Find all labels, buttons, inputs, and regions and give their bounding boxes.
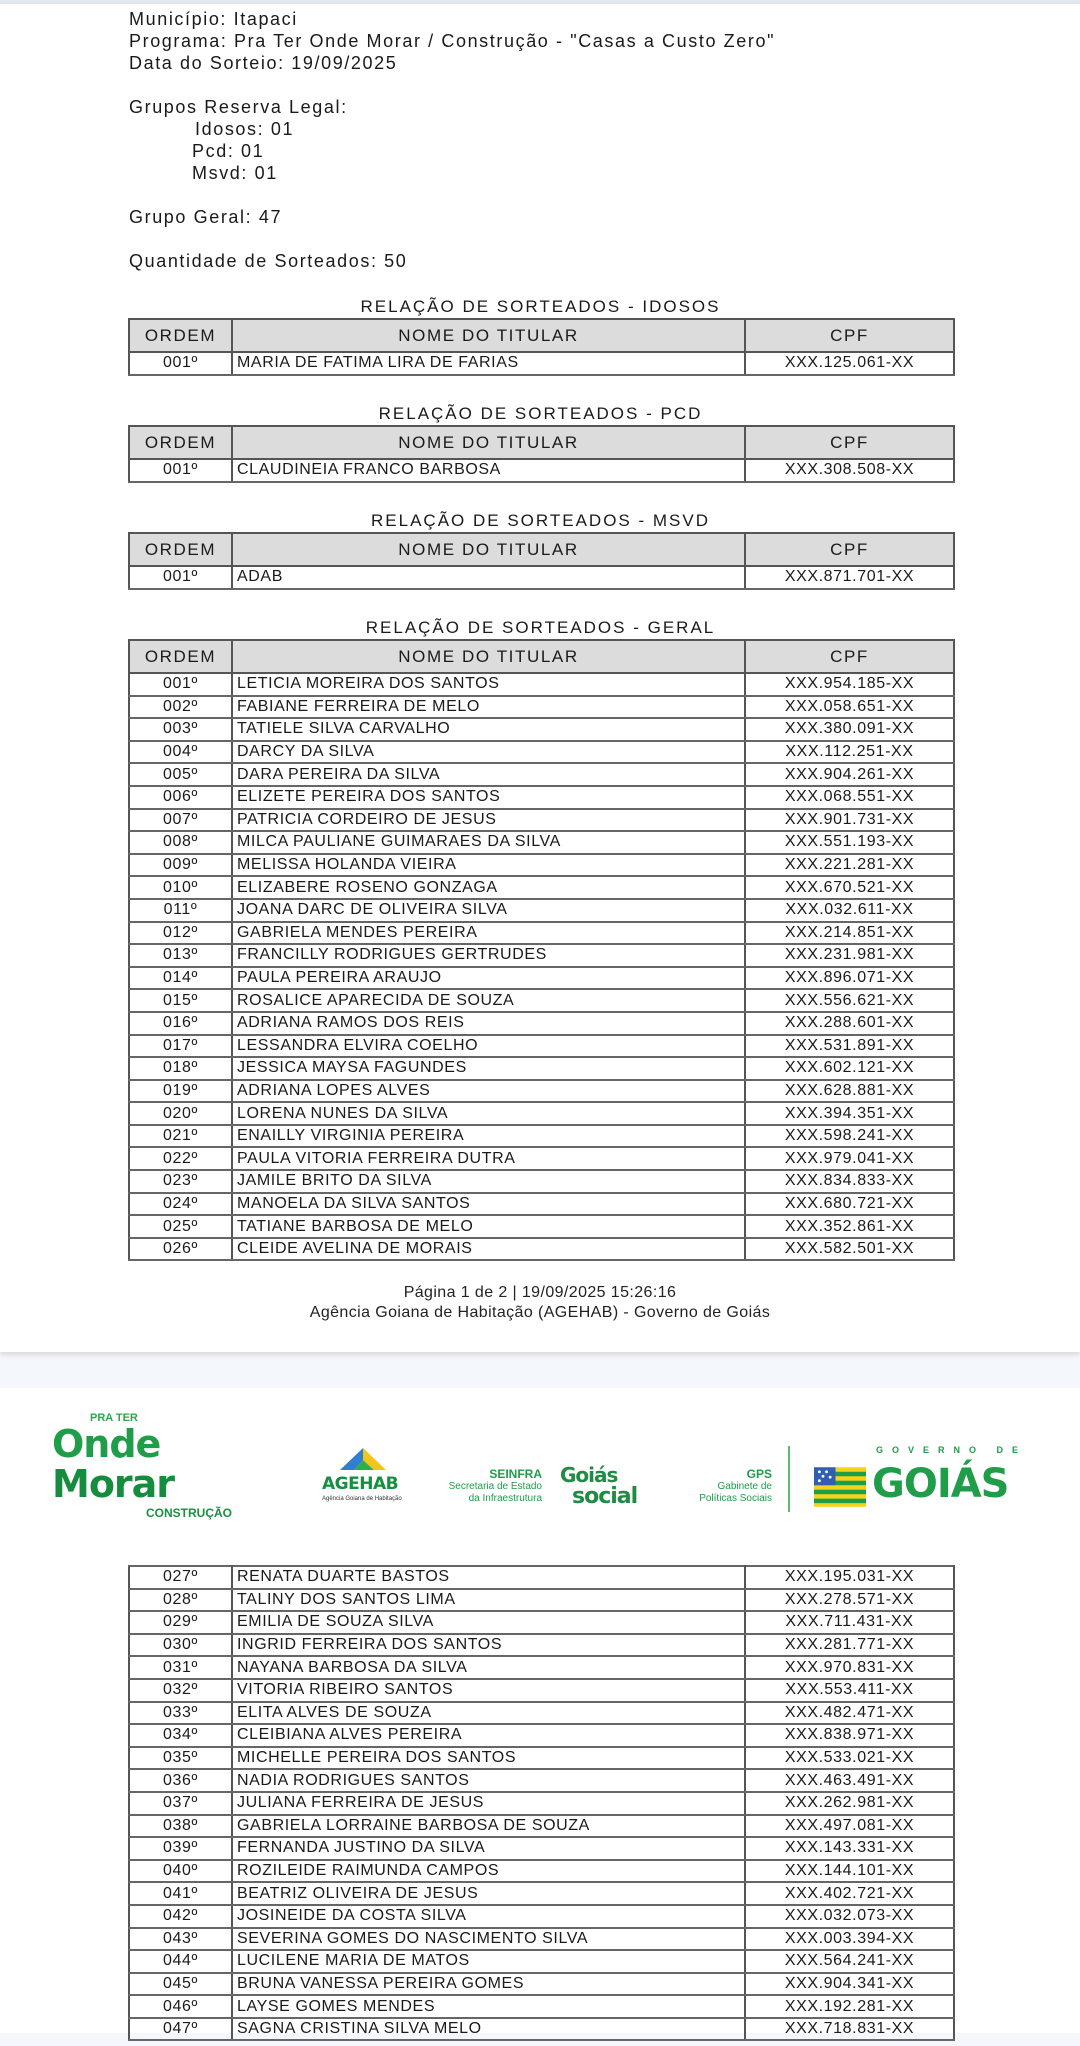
name-cell: FERNANDA JUSTINO DA SILVA xyxy=(232,1837,745,1860)
cpf-cell: XXX.003.394-XX xyxy=(745,1928,954,1951)
cpf-cell: XXX.838.971-XX xyxy=(745,1724,954,1747)
ordem-cell: 044º xyxy=(129,1950,232,1973)
pcd-count: Pcd: 01 xyxy=(192,141,265,161)
name-cell: MANOELA DA SILVA SANTOS xyxy=(232,1193,745,1216)
name-cell: VITORIA RIBEIRO SANTOS xyxy=(232,1679,745,1702)
name-cell: JOANA DARC DE OLIVEIRA SILVA xyxy=(232,899,745,922)
ordem-cell: 046º xyxy=(129,1995,232,2018)
name-cell: NAYANA BARBOSA DA SILVA xyxy=(232,1656,745,1679)
name-cell: JOSINEIDE DA COSTA SILVA xyxy=(232,1905,745,1928)
table-row xyxy=(129,809,954,832)
table-row xyxy=(129,1147,954,1170)
col-nome: NOME DO TITULAR xyxy=(232,426,745,459)
cpf-cell: XXX.533.021-XX xyxy=(745,1747,954,1770)
gps-line1: Gabinete de xyxy=(717,1481,772,1492)
table-row xyxy=(129,1193,954,1216)
table-row xyxy=(129,1769,954,1792)
table-row xyxy=(129,1702,954,1725)
col-cpf: CPF xyxy=(745,319,954,352)
ordem-cell: 037º xyxy=(129,1792,232,1815)
cpf-cell: XXX.231.981-XX xyxy=(745,944,954,967)
data-sorteio: Data do Sorteio: 19/09/2025 xyxy=(129,53,398,73)
cpf-cell: XXX.582.501-XX xyxy=(745,1238,954,1261)
agehab-logo xyxy=(322,1448,414,1514)
gps-line2: Políticas Sociais xyxy=(699,1493,772,1504)
cpf-cell: XXX.221.281-XX xyxy=(745,854,954,877)
idosos-count: Idosos: 01 xyxy=(195,119,295,139)
name-cell: ROZILEIDE RAIMUNDA CAMPOS xyxy=(232,1860,745,1883)
cpf-cell: XXX.564.241-XX xyxy=(745,1950,954,1973)
name-cell: LETICIA MOREIRA DOS SANTOS xyxy=(232,673,745,696)
name-cell: CLAUDINEIA FRANCO BARBOSA xyxy=(232,459,745,482)
section-title-pcd: RELAÇÃO DE SORTEADOS - PCD xyxy=(378,404,703,423)
col-nome: NOME DO TITULAR xyxy=(232,533,745,566)
ordem-cell: 015º xyxy=(129,989,232,1012)
section-title-geral: RELAÇÃO DE SORTEADOS - GERAL xyxy=(365,618,716,637)
ordem-cell: 027º xyxy=(129,1566,232,1589)
goias-social-1: Goiás xyxy=(560,1463,618,1487)
cpf-cell: XXX.068.551-XX xyxy=(745,786,954,809)
cpf-cell: XXX.670.521-XX xyxy=(745,876,954,899)
col-cpf: CPF xyxy=(745,533,954,566)
col-ordem: ORDEM xyxy=(129,533,232,566)
grupo-geral: Grupo Geral: 47 xyxy=(129,207,283,227)
ordem-cell: 038º xyxy=(129,1815,232,1838)
name-cell: JAMILE BRITO DA SILVA xyxy=(232,1170,745,1193)
cpf-cell: XXX.711.431-XX xyxy=(745,1611,954,1634)
table-row xyxy=(129,854,954,877)
quantidade-sorteados: Quantidade de Sorteados: 50 xyxy=(129,251,408,271)
draw-info xyxy=(129,8,1029,272)
table-row xyxy=(129,1995,954,2018)
ordem-cell: 029º xyxy=(129,1611,232,1634)
table-row xyxy=(129,718,954,741)
cpf-cell: XXX.871.701-XX xyxy=(745,566,954,589)
name-cell: CLEIDE AVELINA DE MORAIS xyxy=(232,1238,745,1261)
table-row xyxy=(129,763,954,786)
ordem-cell: 023º xyxy=(129,1170,232,1193)
cpf-cell: XXX.394.351-XX xyxy=(745,1102,954,1125)
cpf-cell: XXX.380.091-XX xyxy=(745,718,954,741)
name-cell: ADAB xyxy=(232,566,745,589)
ordem-cell: 007º xyxy=(129,809,232,832)
name-cell: LAYSE GOMES MENDES xyxy=(232,1995,745,2018)
table-row xyxy=(129,1837,954,1860)
name-cell: BEATRIZ OLIVEIRA DE JESUS xyxy=(232,1882,745,1905)
seinfra-line1: Secretaria de Estado xyxy=(448,1481,542,1492)
table-row xyxy=(129,673,954,696)
cpf-cell: XXX.192.281-XX xyxy=(745,1995,954,2018)
table-row xyxy=(129,1102,954,1125)
name-cell: PATRICIA CORDEIRO DE JESUS xyxy=(232,809,745,832)
ordem-cell: 003º xyxy=(129,718,232,741)
ordem-cell: 030º xyxy=(129,1634,232,1657)
ordem-cell: 014º xyxy=(129,967,232,990)
cpf-cell: XXX.352.861-XX xyxy=(745,1215,954,1238)
ordem-cell: 041º xyxy=(129,1882,232,1905)
name-cell: JULIANA FERREIRA DE JESUS xyxy=(232,1792,745,1815)
ordem-cell: 016º xyxy=(129,1012,232,1035)
seinfra-line2: da Infraestrutura xyxy=(468,1493,542,1504)
table-row xyxy=(129,1170,954,1193)
cpf-cell: XXX.970.831-XX xyxy=(745,1656,954,1679)
ordem-cell: 040º xyxy=(129,1860,232,1883)
table-row xyxy=(129,1905,954,1928)
name-cell: ELIZETE PEREIRA DOS SANTOS xyxy=(232,786,745,809)
cpf-cell: XXX.834.833-XX xyxy=(745,1170,954,1193)
grupos-reserva-label: Grupos Reserva Legal: xyxy=(129,97,348,117)
table-row xyxy=(129,1238,954,1261)
cpf-cell: XXX.904.261-XX xyxy=(745,763,954,786)
name-cell: SAGNA CRISTINA SILVA MELO xyxy=(232,2018,745,2041)
cpf-cell: XXX.979.041-XX xyxy=(745,1147,954,1170)
name-cell: PAULA PEREIRA ARAUJO xyxy=(232,967,745,990)
table-row xyxy=(129,1928,954,1951)
agehab-sub: Agência Goiana de Habitação xyxy=(322,1496,402,1502)
table-row xyxy=(129,1611,954,1634)
name-cell: TALINY DOS SANTOS LIMA xyxy=(232,1589,745,1612)
table-row xyxy=(129,459,954,482)
page-footer xyxy=(0,1283,1080,1323)
table-row xyxy=(129,696,954,719)
agency-name: Agência Goiana de Habitação (AGEHAB) - Governo de Goiás xyxy=(309,1304,771,1321)
name-cell: ELIZABERE ROSENO GONZAGA xyxy=(232,876,745,899)
cpf-cell: XXX.214.851-XX xyxy=(745,922,954,945)
ordem-cell: 020º xyxy=(129,1102,232,1125)
ordem-cell: 006º xyxy=(129,786,232,809)
ptom-morar: Morar xyxy=(52,1462,175,1506)
table-row xyxy=(129,1792,954,1815)
table-row xyxy=(129,1566,954,1589)
logo-divider xyxy=(788,1446,790,1512)
gps-name: GPS xyxy=(746,1467,772,1481)
table-row xyxy=(129,1724,954,1747)
name-cell: CLEIBIANA ALVES PEREIRA xyxy=(232,1724,745,1747)
ordem-cell: 034º xyxy=(129,1724,232,1747)
col-ordem: ORDEM xyxy=(129,319,232,352)
goias-social-logo xyxy=(560,1464,660,1508)
ordem-cell: 017º xyxy=(129,1035,232,1058)
ordem-cell: 001º xyxy=(129,459,232,482)
gps-logo xyxy=(672,1468,772,1505)
table-geral xyxy=(128,639,955,1261)
col-ordem: ORDEM xyxy=(129,640,232,673)
agehab-name: AGEHAB xyxy=(322,1474,399,1494)
document-page-2 xyxy=(0,1388,1080,2038)
ordem-cell: 026º xyxy=(129,1238,232,1261)
cpf-cell: XXX.497.081-XX xyxy=(745,1815,954,1838)
ordem-cell: 024º xyxy=(129,1193,232,1216)
cpf-cell: XXX.901.731-XX xyxy=(745,809,954,832)
table-row xyxy=(129,989,954,1012)
table-row xyxy=(129,1679,954,1702)
table-row xyxy=(129,1080,954,1103)
col-nome: NOME DO TITULAR xyxy=(232,640,745,673)
ordem-cell: 042º xyxy=(129,1905,232,1928)
seinfra-name: SEINFRA xyxy=(489,1467,542,1481)
name-cell: LORENA NUNES DA SILVA xyxy=(232,1102,745,1125)
ordem-cell: 032º xyxy=(129,1679,232,1702)
table-row xyxy=(129,1012,954,1035)
ordem-cell: 011º xyxy=(129,899,232,922)
ordem-cell: 025º xyxy=(129,1215,232,1238)
col-nome: NOME DO TITULAR xyxy=(232,319,745,352)
name-cell: GABRIELA LORRAINE BARBOSA DE SOUZA xyxy=(232,1815,745,1838)
ptom-construcao: CONSTRUÇÃO xyxy=(146,1506,232,1520)
table-row xyxy=(129,2018,954,2041)
cpf-cell: XXX.288.601-XX xyxy=(745,1012,954,1035)
ptom-pra-ter: PRA TER xyxy=(90,1412,138,1424)
name-cell: TATIANE BARBOSA DE MELO xyxy=(232,1215,745,1238)
table-row xyxy=(129,944,954,967)
ordem-cell: 001º xyxy=(129,566,232,589)
table-row xyxy=(129,1882,954,1905)
table-row xyxy=(129,1035,954,1058)
table-row xyxy=(129,1747,954,1770)
cpf-cell: XXX.680.721-XX xyxy=(745,1193,954,1216)
table-row xyxy=(129,1057,954,1080)
table-idosos xyxy=(128,318,955,376)
cpf-cell: XXX.195.031-XX xyxy=(745,1566,954,1589)
ordem-cell: 008º xyxy=(129,831,232,854)
name-cell: ADRIANA LOPES ALVES xyxy=(232,1080,745,1103)
cpf-cell: XXX.402.721-XX xyxy=(745,1882,954,1905)
msvd-count: Msvd: 01 xyxy=(192,163,278,183)
programa: Programa: Pra Ter Onde Morar / Construção - "Casas a Custo Zero" xyxy=(129,31,776,51)
cpf-cell: XXX.463.491-XX xyxy=(745,1769,954,1792)
name-cell: ELITA ALVES DE SOUZA xyxy=(232,1702,745,1725)
cpf-cell: XXX.125.061-XX xyxy=(745,352,954,375)
name-cell: MILCA PAULIANE GUIMARAES DA SILVA xyxy=(232,831,745,854)
table-row xyxy=(129,1634,954,1657)
seinfra-logo xyxy=(420,1468,542,1505)
table-row xyxy=(129,1215,954,1238)
table-row xyxy=(129,922,954,945)
name-cell: ADRIANA RAMOS DOS REIS xyxy=(232,1012,745,1035)
agehab-roof-icon xyxy=(340,1448,386,1472)
ordem-cell: 018º xyxy=(129,1057,232,1080)
cpf-cell: XXX.278.571-XX xyxy=(745,1589,954,1612)
name-cell: MICHELLE PEREIRA DOS SANTOS xyxy=(232,1747,745,1770)
cpf-cell: XXX.954.185-XX xyxy=(745,673,954,696)
ordem-cell: 047º xyxy=(129,2018,232,2041)
table-row xyxy=(129,899,954,922)
ordem-cell: 009º xyxy=(129,854,232,877)
ordem-cell: 001º xyxy=(129,673,232,696)
ordem-cell: 002º xyxy=(129,696,232,719)
name-cell: MARIA DE FATIMA LIRA DE FARIAS xyxy=(232,352,745,375)
ordem-cell: 004º xyxy=(129,741,232,764)
cpf-cell: XXX.551.193-XX xyxy=(745,831,954,854)
table-row xyxy=(129,876,954,899)
gov-top: GOVERNO DE xyxy=(876,1445,1028,1455)
table-header xyxy=(129,319,954,352)
goias-social-2: social xyxy=(572,1484,638,1509)
name-cell: JESSICA MAYSA FAGUNDES xyxy=(232,1057,745,1080)
cpf-cell: XXX.143.331-XX xyxy=(745,1837,954,1860)
table-row xyxy=(129,741,954,764)
page-info: Página 1 de 2 | 19/09/2025 15:26:16 xyxy=(403,1284,677,1301)
cpf-cell: XXX.112.251-XX xyxy=(745,741,954,764)
name-cell: BRUNA VANESSA PEREIRA GOMES xyxy=(232,1973,745,1996)
ptom-onde: Onde xyxy=(52,1422,161,1466)
cpf-cell: XXX.896.071-XX xyxy=(745,967,954,990)
cpf-cell: XXX.058.651-XX xyxy=(745,696,954,719)
table-row xyxy=(129,831,954,854)
col-ordem: ORDEM xyxy=(129,426,232,459)
ordem-cell: 035º xyxy=(129,1747,232,1770)
ordem-cell: 033º xyxy=(129,1702,232,1725)
table-row xyxy=(129,967,954,990)
table-row xyxy=(129,1973,954,1996)
ordem-cell: 001º xyxy=(129,352,232,375)
cpf-cell: XXX.602.121-XX xyxy=(745,1057,954,1080)
name-cell: ENAILLY VIRGINIA PEREIRA xyxy=(232,1125,745,1148)
municipio: Município: Itapaci xyxy=(129,9,298,29)
goias-flag-icon xyxy=(814,1466,866,1508)
cpf-cell: XXX.308.508-XX xyxy=(745,459,954,482)
name-cell: DARCY DA SILVA xyxy=(232,741,745,764)
col-cpf: CPF xyxy=(745,640,954,673)
name-cell: RENATA DUARTE BASTOS xyxy=(232,1566,745,1589)
cpf-cell: XXX.281.771-XX xyxy=(745,1634,954,1657)
ordem-cell: 019º xyxy=(129,1080,232,1103)
name-cell: LUCILENE MARIA DE MATOS xyxy=(232,1950,745,1973)
table-pcd xyxy=(128,425,955,483)
table-row xyxy=(129,1589,954,1612)
cpf-cell: XXX.628.881-XX xyxy=(745,1080,954,1103)
name-cell: TATIELE SILVA CARVALHO xyxy=(232,718,745,741)
document-page-1 xyxy=(0,4,1080,1352)
pra-ter-onde-morar-logo xyxy=(52,1412,252,1530)
name-cell: LESSANDRA ELVIRA COELHO xyxy=(232,1035,745,1058)
table-msvd xyxy=(128,532,955,590)
name-cell: FABIANE FERREIRA DE MELO xyxy=(232,696,745,719)
cpf-cell: XXX.556.621-XX xyxy=(745,989,954,1012)
section-title-msvd: RELAÇÃO DE SORTEADOS - MSVD xyxy=(371,511,710,530)
name-cell: PAULA VITORIA FERREIRA DUTRA xyxy=(232,1147,745,1170)
cpf-cell: XXX.482.471-XX xyxy=(745,1702,954,1725)
ordem-cell: 028º xyxy=(129,1589,232,1612)
table-header xyxy=(129,533,954,566)
name-cell: EMILIA DE SOUZA SILVA xyxy=(232,1611,745,1634)
ordem-cell: 045º xyxy=(129,1973,232,1996)
name-cell: NADIA RODRIGUES SANTOS xyxy=(232,1769,745,1792)
name-cell: DARA PEREIRA DA SILVA xyxy=(232,763,745,786)
ordem-cell: 036º xyxy=(129,1769,232,1792)
gov-name: GOIÁS xyxy=(872,1461,1009,1507)
ordem-cell: 013º xyxy=(129,944,232,967)
col-cpf: CPF xyxy=(745,426,954,459)
ordem-cell: 043º xyxy=(129,1928,232,1951)
name-cell: MELISSA HOLANDA VIEIRA xyxy=(232,854,745,877)
cpf-cell: XXX.032.073-XX xyxy=(745,1905,954,1928)
name-cell: FRANCILLY RODRIGUES GERTRUDES xyxy=(232,944,745,967)
name-cell: SEVERINA GOMES DO NASCIMENTO SILVA xyxy=(232,1928,745,1951)
governo-de-goias-logo xyxy=(812,1444,1052,1520)
table-row xyxy=(129,1815,954,1838)
table-row xyxy=(129,1656,954,1679)
cpf-cell: XXX.553.411-XX xyxy=(745,1679,954,1702)
cpf-cell: XXX.144.101-XX xyxy=(745,1860,954,1883)
cpf-cell: XXX.598.241-XX xyxy=(745,1125,954,1148)
table-row xyxy=(129,352,954,375)
table-row xyxy=(129,566,954,589)
ordem-cell: 010º xyxy=(129,876,232,899)
ordem-cell: 021º xyxy=(129,1125,232,1148)
cpf-cell: XXX.904.341-XX xyxy=(745,1973,954,1996)
name-cell: GABRIELA MENDES PEREIRA xyxy=(232,922,745,945)
name-cell: INGRID FERREIRA DOS SANTOS xyxy=(232,1634,745,1657)
cpf-cell: XXX.262.981-XX xyxy=(745,1792,954,1815)
table-header xyxy=(129,426,954,459)
table-row xyxy=(129,1125,954,1148)
cpf-cell: XXX.531.891-XX xyxy=(745,1035,954,1058)
partner-logos xyxy=(0,1408,1080,1538)
cpf-cell: XXX.718.831-XX xyxy=(745,2018,954,2041)
table-row xyxy=(129,1950,954,1973)
section-title-idosos: RELAÇÃO DE SORTEADOS - IDOSOS xyxy=(360,297,721,316)
ordem-cell: 012º xyxy=(129,922,232,945)
table-row xyxy=(129,1860,954,1883)
table-header xyxy=(129,640,954,673)
ordem-cell: 022º xyxy=(129,1147,232,1170)
ordem-cell: 031º xyxy=(129,1656,232,1679)
ordem-cell: 039º xyxy=(129,1837,232,1860)
name-cell: ROSALICE APARECIDA DE SOUZA xyxy=(232,989,745,1012)
table-geral-continued xyxy=(128,1565,955,2041)
table-row xyxy=(129,786,954,809)
cpf-cell: XXX.032.611-XX xyxy=(745,899,954,922)
ordem-cell: 005º xyxy=(129,763,232,786)
